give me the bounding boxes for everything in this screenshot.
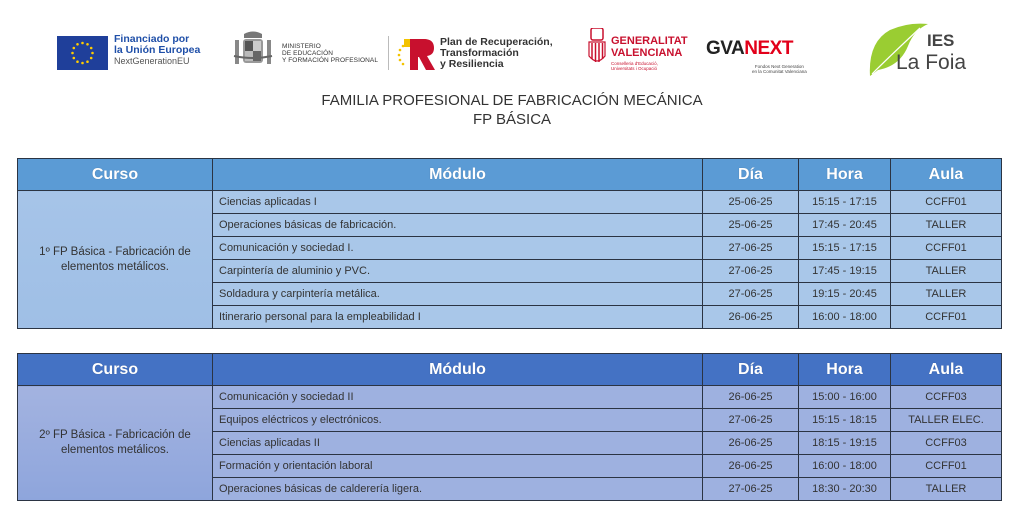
header-aula: Aula <box>891 159 1002 191</box>
gvanext-logo <box>706 39 793 59</box>
logo-divider <box>388 36 389 70</box>
gvanext-subtitle <box>752 64 807 74</box>
eu-line-3: NextGenerationEU <box>114 56 190 66</box>
eu-line-2: la Unión Europea <box>114 44 201 56</box>
spain-coat-of-arms-icon <box>232 30 274 70</box>
gvanext-part-1: GVA <box>706 38 745 59</box>
modulo-cell: Comunicación y sociedad II <box>213 386 703 409</box>
eu-line-1: Financiado por <box>114 33 190 45</box>
ministerio-label <box>282 43 378 64</box>
hora-cell: 19:15 - 20:45 <box>799 283 891 306</box>
generalitat-line-1: GENERALITAT <box>611 35 688 47</box>
hora-cell: 15:15 - 17:15 <box>799 191 891 214</box>
modulo-cell: Operaciones básicas de fabricación. <box>213 214 703 237</box>
hora-cell: 18:15 - 19:15 <box>799 432 891 455</box>
dia-cell: 27-06-25 <box>703 283 799 306</box>
modulo-cell: Comunicación y sociedad I. <box>213 237 703 260</box>
dia-cell: 27-06-25 <box>703 260 799 283</box>
dia-cell: 26-06-25 <box>703 455 799 478</box>
prtr-line-2: Transformación <box>440 47 519 59</box>
ministerio-line-1: MINISTERIO <box>282 43 321 50</box>
hora-cell: 15:15 - 18:15 <box>799 409 891 432</box>
hora-cell: 15:00 - 16:00 <box>799 386 891 409</box>
hora-cell: 15:15 - 17:15 <box>799 237 891 260</box>
modulo-cell: Soldadura y carpintería metálica. <box>213 283 703 306</box>
generalitat-line-2: VALENCIANA <box>611 47 683 59</box>
dia-cell: 26-06-25 <box>703 386 799 409</box>
generalitat-label <box>611 35 688 59</box>
hora-cell: 17:45 - 20:45 <box>799 214 891 237</box>
header-aula: Aula <box>891 354 1002 386</box>
gvanext-sub-line-1: Fondos Next Generation <box>754 64 804 69</box>
dia-cell: 25-06-25 <box>703 214 799 237</box>
header-modulo: Módulo <box>213 354 703 386</box>
aula-cell: CCFF03 <box>891 386 1002 409</box>
aula-cell: CCFF01 <box>891 191 1002 214</box>
title-line-1: FAMILIA PROFESIONAL DE FABRICACIÓN MECÁNICA <box>321 92 703 109</box>
aula-cell: CCFF01 <box>891 237 1002 260</box>
aula-cell: TALLER <box>891 283 1002 306</box>
aula-cell: CCFF01 <box>891 306 1002 329</box>
table-body <box>18 191 1002 329</box>
prtr-line-3: y Resiliencia <box>440 58 504 70</box>
modulo-cell: Ciencias aplicadas II <box>213 432 703 455</box>
modulo-cell: Operaciones básicas de calderería ligera. <box>213 478 703 501</box>
dia-cell: 27-06-25 <box>703 237 799 260</box>
school-name-lafoia: La Foia <box>896 51 967 74</box>
page-title <box>0 91 1024 129</box>
header-hora: Hora <box>799 354 891 386</box>
modulo-cell: Itinerario personal para la empleabilidad I <box>213 306 703 329</box>
schedule-table-first-year <box>17 158 1002 329</box>
title-line-2: FP BÁSICA <box>472 111 552 128</box>
modulo-cell: Formación y orientación laboral <box>213 455 703 478</box>
table-row <box>18 191 1002 214</box>
aula-cell: TALLER <box>891 478 1002 501</box>
hora-cell: 16:00 - 18:00 <box>799 306 891 329</box>
prtr-line-1: Plan de Recuperación, <box>440 36 553 48</box>
dia-cell: 26-06-25 <box>703 432 799 455</box>
prtr-label <box>440 37 553 70</box>
prtr-logo-icon <box>396 36 436 72</box>
header-curso: Curso <box>18 159 213 191</box>
modulo-cell: Equipos eléctricos y electrónicos. <box>213 409 703 432</box>
school-name-ies: IES <box>927 31 955 50</box>
header-modulo: Módulo <box>213 159 703 191</box>
eu-funding-label <box>114 34 200 67</box>
hora-cell: 17:45 - 19:15 <box>799 260 891 283</box>
aula-cell: TALLER ELEC. <box>891 409 1002 432</box>
aula-cell: TALLER <box>891 260 1002 283</box>
table-body <box>18 386 1002 501</box>
header-dia: Día <box>703 159 799 191</box>
modulo-cell: Carpintería de aluminio y PVC. <box>213 260 703 283</box>
schedule-table-second-year <box>17 353 1002 501</box>
dia-cell: 27-06-25 <box>703 409 799 432</box>
header-dia: Día <box>703 354 799 386</box>
dia-cell: 25-06-25 <box>703 191 799 214</box>
table-header-row <box>18 354 1002 386</box>
dia-cell: 27-06-25 <box>703 478 799 501</box>
header-hora: Hora <box>799 159 891 191</box>
modulo-cell: Ciencias aplicadas I <box>213 191 703 214</box>
table-row <box>18 386 1002 409</box>
ministerio-line-2: DE EDUCACIÓN <box>282 50 334 57</box>
curso-cell: 1º FP Básica - Fabricación de elementos metálicos. <box>18 191 213 329</box>
ministerio-line-3: Y FORMACIÓN PROFESIONAL <box>282 57 379 64</box>
table-header-row <box>18 159 1002 191</box>
aula-cell: CCFF01 <box>891 455 1002 478</box>
conselleria-line-2: Universitats i Ocupació <box>611 66 658 71</box>
logo-bar <box>0 0 1024 85</box>
gvanext-part-2: NEXT <box>744 38 793 59</box>
dia-cell: 26-06-25 <box>703 306 799 329</box>
conselleria-label <box>611 61 658 71</box>
gvanext-sub-line-2: en la Comunitat Valenciana <box>752 69 807 74</box>
header-curso: Curso <box>18 354 213 386</box>
curso-cell: 2º FP Básica - Fabricación de elementos metálicos. <box>18 386 213 501</box>
conselleria-line-1: Conselleria d'Educació, <box>611 61 658 66</box>
hora-cell: 18:30 - 20:30 <box>799 478 891 501</box>
hora-cell: 16:00 - 18:00 <box>799 455 891 478</box>
generalitat-crest-icon <box>586 28 608 68</box>
aula-cell: CCFF03 <box>891 432 1002 455</box>
aula-cell: TALLER <box>891 214 1002 237</box>
eu-flag-icon <box>57 36 108 70</box>
